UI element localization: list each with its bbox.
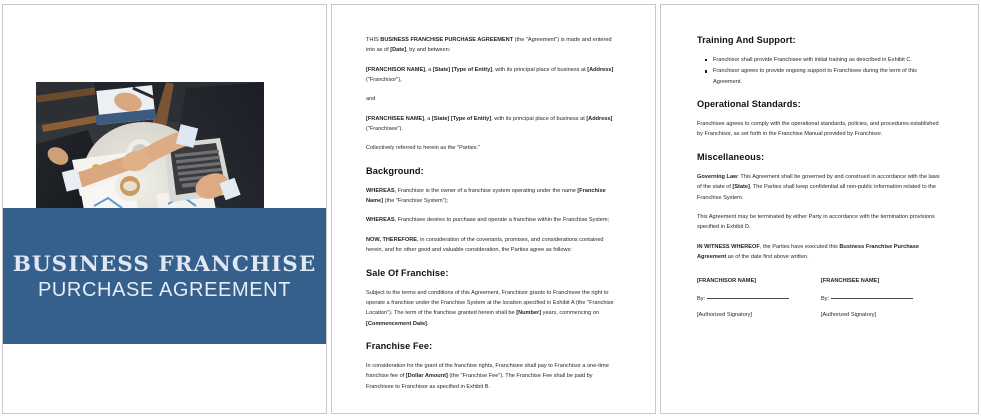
conjunction-paragraph: and: [366, 96, 376, 103]
signature-column-franchisor: [697, 276, 821, 320]
termination-paragraph: This Agreement may be terminated by either Party in accordance with the termination provisions specified in Exhibit D.: [697, 213, 935, 231]
sale-of-franchise-paragraph: Subject to the terms and conditions of this Agreement, Franchisor grants to Franchisee the right to operate a franchise under the Franchise System at the location specified in Exhibit A (the "Franchise Location"). The term of the franchise granted herein shall be [Number] years, commencing on [Commencement Date].: [366, 289, 614, 327]
cover-title-group: [3, 253, 326, 303]
franchise-fee-paragraph: In consideration for the grant of the franchise rights, Franchisee shall pay to Franchisor a one-time franchise fee of [Dollar Amount] (the "Franchise Fee"). The Franchise Fee shall be paid by Franchisee to Franchisor as specified in Exhibit B.: [366, 362, 609, 390]
signature-rule[interactable]: [707, 298, 789, 299]
authorized-signatory-label: [Authorized Signatory]: [697, 311, 753, 318]
list-item: Franchisor agrees to provide ongoing support to Franchisee during the term of this Agreement.: [713, 66, 945, 87]
franchisor-paragraph: [FRANCHISOR NAME], a [State] [Type of Entity], with its principal place of business at [Address] ("Franchisor"),: [366, 66, 614, 84]
signature-by-line[interactable]: [821, 294, 945, 304]
authorized-signatory-label: [Authorized Signatory]: [821, 311, 877, 318]
section-heading-sale-of-franchise: Sale Of Franchise:: [366, 267, 449, 278]
document-page-signatures[interactable]: [660, 4, 979, 414]
document-page-cover[interactable]: [2, 4, 327, 414]
signature-by-line[interactable]: [697, 294, 821, 304]
background-whereas-2: WHEREAS, Franchisee desires to purchase and operate a franchise within the Franchise System;: [366, 217, 610, 224]
signature-by-label: By:: [821, 295, 830, 302]
list-item: Franchisor shall provide Franchisee with initial training as described in Exhibit C.: [713, 55, 945, 65]
governing-law-paragraph: Governing Law: This Agreement shall be governed by and construed in accordance with the laws of the state of [State]. The Parties shall keep confidential all non-public information related to the Franchise System.: [697, 173, 940, 201]
operational-standards-paragraph: Franchisee agrees to comply with the operational standards, policies, and procedures established by Franchisor, as set forth in the Franchise Manual provided by Franchisor.: [697, 121, 939, 138]
parties-paragraph: Collectively referred to herein as the "Parties.": [366, 145, 481, 152]
section-heading-background: Background:: [366, 165, 424, 176]
signature-party-name: [FRANCHISOR NAME]: [697, 278, 757, 285]
signature-block: [697, 276, 945, 320]
page-3-body: [697, 35, 945, 320]
page-2-body: [366, 35, 618, 401]
document-page-terms[interactable]: [331, 4, 656, 414]
section-heading-miscellaneous: Miscellaneous:: [697, 151, 765, 162]
signature-party-name: [FRANCHISEE NAME]: [821, 278, 880, 285]
background-whereas-1: WHEREAS, Franchisor is the owner of a franchise system operating under the name [Franchise Name] (the "Franchise System");: [366, 187, 606, 205]
training-bullet-list: [697, 55, 945, 87]
section-heading-operational-standards: Operational Standards:: [697, 99, 801, 110]
signature-rule[interactable]: [831, 298, 913, 299]
cover-title-main: BUSINESS FRANCHISE: [12, 252, 317, 277]
franchisee-paragraph: [FRANCHISEE NAME], a [State] [Type of Entity], with its principal place of business at [Address] ("Franchisee").: [366, 115, 613, 133]
in-witness-whereof-paragraph: IN WITNESS WHEREOF, the Parties have executed this Business Franchise Purchase Agreement as of the date first above written.: [697, 243, 919, 260]
signature-by-label: By:: [697, 295, 706, 302]
background-now-therefore: NOW, THEREFORE, in consideration of the covenants, promises, and considerations contained herein, and for other good and valuable consideration, the Parties agree as follows:: [366, 236, 604, 254]
signature-column-franchisee: [821, 276, 945, 320]
section-heading-training-and-support: Training And Support:: [697, 35, 796, 45]
section-heading-franchise-fee: Franchise Fee:: [366, 340, 433, 351]
preamble-paragraph: THIS BUSINESS FRANCHISE PURCHASE AGREEMENT (the "Agreement") is made and entered into as of [Date], by and between:: [366, 37, 612, 54]
cover-title-sub: PURCHASE AGREEMENT: [37, 279, 292, 302]
